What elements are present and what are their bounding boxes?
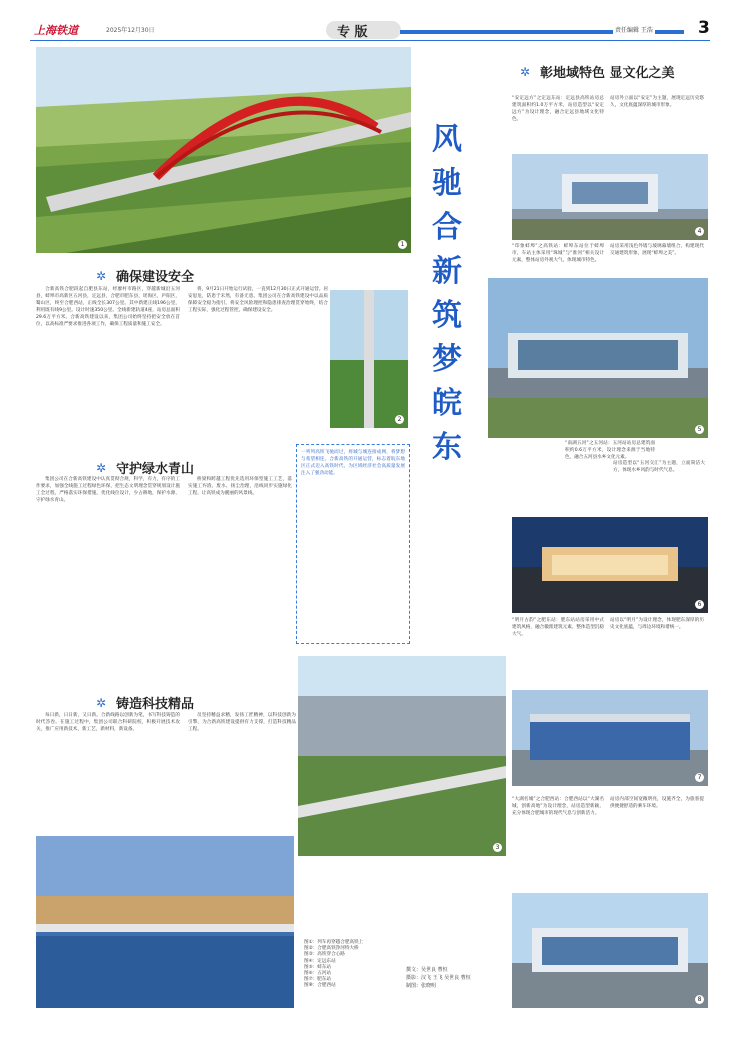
- photo-1-arch-bridge: [36, 47, 411, 253]
- section-title-culture: 彰地域特色 显文化之美: [540, 66, 675, 81]
- quote-box: [296, 444, 410, 644]
- caption-wuhe-cont-text: 站房造型以“五河交汇”为主题，立面简洁大方，体现水乡风韵与时代气息。: [613, 461, 705, 473]
- caption-feidong-text: “明月古韵”之肥东站：肥东站站房采用中式建筑风格，融合徽派建筑元素，整体造型沉稳大气。: [512, 618, 604, 637]
- issue-date: 2025年12月30日: [106, 27, 155, 34]
- safety-column-right: [188, 286, 328, 441]
- photo-3-city-viaduct: [298, 656, 506, 856]
- title-char: 驰: [432, 166, 462, 201]
- section-head-culture: [520, 62, 675, 81]
- photo-number-4: 4: [695, 227, 704, 236]
- caption-list-item: 图②：合肥高铁净河特大桥: [304, 946, 359, 952]
- caption-feidong-cont: [610, 617, 704, 687]
- header-rule: [30, 40, 710, 41]
- safety-right-paragraph: 将，9月21日开始运行试验，一直到12月30日正式开通运营。居安思危，防患于未然，有备无患。集团公司在合新高铁建设中以品质保障安全稳为指引，将安全风险理控和隐患排查治理贯穿始终，结合工程实际，强化过程管控，确保建设安全。: [188, 287, 328, 313]
- newspaper-logo: 上海铁道: [34, 24, 78, 37]
- credit-design: 制图：张晓明: [406, 983, 437, 989]
- photo-5-bengbu-station: [488, 278, 708, 438]
- caption-list-item: 图⑥：五河站: [304, 971, 332, 977]
- environment-right-paragraph: 桥梁和跨越工程优先选用环保型施工工艺，落实施工弃渣、废水、扬尘治理，沿线同步实施绿化工程，让高铁成为靓丽的风景线。: [188, 477, 292, 496]
- snowflake-icon: ✲: [96, 460, 107, 475]
- title-char: 梦: [432, 342, 462, 377]
- quote-text: 一列列高铁飞驰而过，将城与城连接成网，将梦想与希望相连。合新高铁的开通运营，标志着皖东地区正式迈入高铁时代，为区域经济社会高质量发展注入了强劲动能。: [301, 450, 405, 476]
- caption-list-item: 图⑧：合肥西站: [304, 983, 336, 989]
- credit-writer: 撰文：吴世良 曹恒: [406, 967, 448, 973]
- title-char: 合: [432, 210, 462, 245]
- caption-list-item: 图③：高铁穿合心路: [304, 952, 345, 958]
- title-char: 风: [432, 122, 462, 157]
- snowflake-icon: ✲: [520, 64, 531, 79]
- photo-6-wuhe-station: [512, 517, 708, 613]
- caption-hefei-west: [512, 796, 604, 891]
- safety-left-paragraph: 合新高铁合肥段起自肥县东站，经廖村市路区，穿越新城沿五河县，蚌埠市高新区五河县，定远县，合肥市肥东县，瑶海区，庐阳区，蜀山区，终至合肥西站，正线全长307公里。其中新建正线196公里，利用既有线9公里。设计时速350公里。全线新建轨道4座，站房总面积29.6万平方米。合新高铁建设以来，集团公司始终坚持把安全放在首位，以高标准严要求推进各项工作，确保工程质量和施工安全。: [36, 287, 180, 327]
- page-number: 3: [698, 18, 710, 38]
- caption-bengbu-text: “印象蚌埠”之高铁站：蚌埠东站位于蚌埠市，车站主体采用“珠城”与“淮河”相关设计元素，整体站房外观大气，体现城市特色。: [512, 244, 604, 263]
- photo-caption-list: [304, 940, 404, 1008]
- caption-hefei-west-cont: [610, 796, 704, 891]
- caption-feidong: [512, 617, 604, 687]
- photo-number-1: 1: [398, 240, 407, 249]
- title-char: 皖: [432, 386, 462, 421]
- section-head-safety: [96, 266, 194, 285]
- caption-list-item: 图①：列车再穿越合肥高铁上: [304, 940, 364, 945]
- photo-7-feidong-station: [512, 690, 708, 786]
- tech-left-paragraph: 每日新，日日新，又日新。合新线路以创新为笔，书写科技铸造的时代答卷。在施工过程中，集团公司联合科研院校，积极开展技术攻关，推广应用新技术，新工艺，新材料，新设备。: [36, 713, 180, 732]
- section-head-environment: [96, 458, 194, 477]
- caption-list-item: 图④：定远东站: [304, 958, 336, 964]
- vertical-title: [432, 118, 462, 470]
- section-title-environment: 守护绿水青山: [116, 462, 195, 477]
- photo-number-3: 3: [493, 843, 502, 852]
- page-header: [0, 0, 735, 44]
- caption-bengbu-cont-text: 站房采用浅色外墙与玻璃幕墙组合，构建现代交通建筑形象，展现“蚌埠之美”。: [610, 244, 704, 256]
- credits: [406, 966, 506, 990]
- caption-hefei-west-cont-text: 站房内部空间宽敞明亮，设施齐全，为旅客提供便捷舒适的乘车环境。: [610, 797, 704, 809]
- environment-column-left: [36, 476, 180, 684]
- environment-left-paragraph: 集团公司在合新高铁建设中认真贯彻合规，科学，有力，有序的工作要求，加强全线施工过程绿色环保，把生态文明理念贯穿规划设计施工全过程，严格落实环保措施，优化线位设计，少占耕地，保护水源，守护绿水青山。: [36, 477, 180, 503]
- caption-dingyuan-text: “安定远方”之定远东站：定远县高铁站房总建筑面积约1.0万平方米，站房造型以“安定远方”为设计理念，融合定远县地域文化特色。: [512, 96, 604, 122]
- credit-photo: 摄影：汉飞 王飞 吴世良 曹恒: [406, 975, 471, 981]
- tech-right-paragraph: 员坚持精益求精，发扬工匠精神，以科技创新为引擎，为合新高铁建设提供有力支撑，打造科技精品工程。: [188, 713, 296, 732]
- section-label: 专 版: [337, 25, 368, 40]
- caption-wuhe-cont: [613, 460, 705, 500]
- photo-4-dingyuan-station: [512, 154, 708, 240]
- photo-2-viaduct: [330, 290, 408, 428]
- environment-column-right: [188, 476, 292, 684]
- safety-column-left: [36, 286, 180, 441]
- editor-credit: 责任编辑 王浩: [615, 27, 653, 34]
- snowflake-icon: ✲: [96, 268, 107, 283]
- tech-column-right: [188, 712, 296, 834]
- caption-dingyuan-cont: [610, 95, 704, 155]
- section-title-safety: 确保建设安全: [116, 270, 195, 285]
- title-char: 东: [432, 430, 462, 465]
- caption-dingyuan-cont-text: 站房外立面以“安定”为主题，展现定远历史悠久，文化底蕴深厚的城市形象。: [610, 96, 704, 108]
- caption-list-item: 图⑤：蚌东站: [304, 964, 332, 970]
- section-head-tech: [96, 693, 194, 712]
- caption-wuhe-text: “南湖五河”之五河站：五河站站房总建筑面积约0.6万平方米，设计理念来源于当地特色，融合五河县水乡文化元素。: [565, 441, 655, 460]
- caption-list-item: 图⑦：肥东站: [304, 977, 332, 983]
- photo-number-8: 8: [695, 995, 704, 1004]
- tech-column-left: [36, 712, 180, 834]
- title-char: 筑: [432, 298, 462, 333]
- photo-number-7: 7: [695, 773, 704, 782]
- caption-hefei-west-text: “大湖名城”之合肥西站：合肥西站以“大湖名城，创新高地”为设计理念，站房造型新颖，充分体现合肥城市的现代气息与创新活力。: [512, 797, 604, 816]
- photo-number-5: 5: [695, 425, 704, 434]
- title-char: 新: [432, 254, 462, 289]
- photo-river-bridge: [36, 836, 294, 1008]
- photo-number-6: 6: [695, 600, 704, 609]
- section-title-tech: 铸造科技精品: [116, 697, 195, 712]
- snowflake-icon: ✲: [96, 695, 107, 710]
- photo-number-2: 2: [395, 415, 404, 424]
- caption-feidong-cont-text: 站房以“明月”为设计理念，体现肥东深厚的历史文化底蕴，与周边环境和谐统一。: [610, 618, 704, 630]
- photo-8-hefei-west-station: [512, 893, 708, 1008]
